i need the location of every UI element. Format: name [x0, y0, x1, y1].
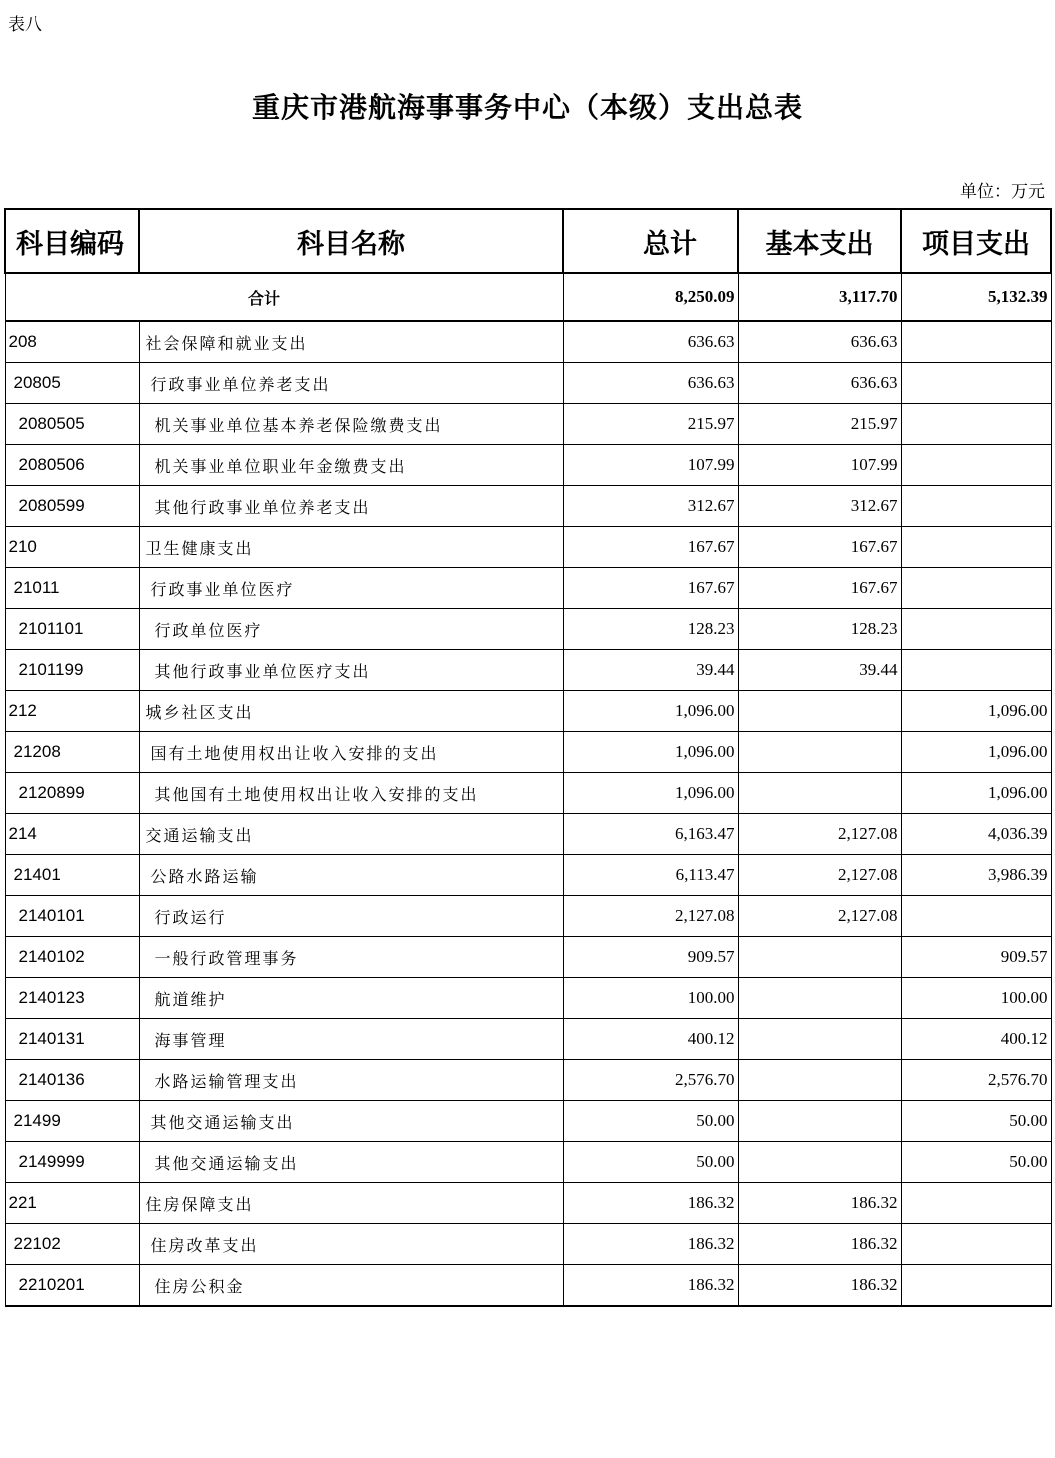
- row-code: 21401: [5, 855, 139, 896]
- row-project: 100.00: [901, 978, 1051, 1019]
- row-project: [901, 1183, 1051, 1224]
- row-basic: 107.99: [738, 445, 901, 486]
- row-code: 208: [5, 321, 139, 363]
- row-project: 1,096.00: [901, 732, 1051, 773]
- row-total: 6,113.47: [563, 855, 738, 896]
- header-row: [5, 209, 1051, 273]
- row-basic: [738, 1019, 901, 1060]
- row-project: [901, 650, 1051, 691]
- table-row: [5, 609, 1051, 650]
- row-total: 167.67: [563, 568, 738, 609]
- row-basic: 636.63: [738, 321, 901, 363]
- row-name: 一般行政管理事务: [139, 937, 563, 978]
- row-project: [901, 486, 1051, 527]
- row-project: [901, 609, 1051, 650]
- row-basic: [738, 1060, 901, 1101]
- header-total: 总计: [563, 209, 738, 273]
- row-code: 214: [5, 814, 139, 855]
- row-total: 107.99: [563, 445, 738, 486]
- row-name: 海事管理: [139, 1019, 563, 1060]
- row-code: 212: [5, 691, 139, 732]
- row-code: 2210201: [5, 1265, 139, 1307]
- row-project: [901, 404, 1051, 445]
- table-row: [5, 1060, 1051, 1101]
- row-name: 住房改革支出: [139, 1224, 563, 1265]
- table-number: 表八: [8, 15, 42, 35]
- table-row: [5, 732, 1051, 773]
- row-name: 其他交通运输支出: [139, 1101, 563, 1142]
- row-code: 2140123: [5, 978, 139, 1019]
- page-title: 重庆市港航海事事务中心（本级）支出总表: [251, 91, 803, 124]
- table-row: [5, 1019, 1051, 1060]
- row-name: 其他行政事业单位养老支出: [139, 486, 563, 527]
- row-code: 2140131: [5, 1019, 139, 1060]
- total-basic: 3,117.70: [738, 273, 901, 321]
- table-row: [5, 1183, 1051, 1224]
- row-project: [901, 321, 1051, 363]
- header-basic: 基本支出: [738, 209, 901, 273]
- total-total: 8,250.09: [563, 273, 738, 321]
- row-total: 636.63: [563, 321, 738, 363]
- row-project: [901, 896, 1051, 937]
- row-project: [901, 363, 1051, 404]
- row-name: 水路运输管理支出: [139, 1060, 563, 1101]
- row-project: [901, 1265, 1051, 1307]
- row-code: 20805: [5, 363, 139, 404]
- row-code: 2140102: [5, 937, 139, 978]
- row-code: 2140136: [5, 1060, 139, 1101]
- row-basic: [738, 691, 901, 732]
- row-code: 2101101: [5, 609, 139, 650]
- table-row: [5, 321, 1051, 363]
- row-project: 4,036.39: [901, 814, 1051, 855]
- row-total: 186.32: [563, 1224, 738, 1265]
- row-basic: [738, 1101, 901, 1142]
- row-total: 50.00: [563, 1101, 738, 1142]
- table-body: [5, 273, 1051, 1306]
- row-code: 2120899: [5, 773, 139, 814]
- row-basic: 215.97: [738, 404, 901, 445]
- row-total: 2,127.08: [563, 896, 738, 937]
- row-total: 2,576.70: [563, 1060, 738, 1101]
- row-project: 400.12: [901, 1019, 1051, 1060]
- row-code: 2101199: [5, 650, 139, 691]
- row-project: [901, 527, 1051, 568]
- row-code: 2140101: [5, 896, 139, 937]
- row-basic: 2,127.08: [738, 814, 901, 855]
- row-total: 1,096.00: [563, 732, 738, 773]
- header-project: 项目支出: [901, 209, 1051, 273]
- row-total: 909.57: [563, 937, 738, 978]
- row-total: 1,096.00: [563, 691, 738, 732]
- row-basic: 186.32: [738, 1265, 901, 1307]
- row-project: 1,096.00: [901, 773, 1051, 814]
- row-name: 住房保障支出: [139, 1183, 563, 1224]
- row-total: 167.67: [563, 527, 738, 568]
- row-basic: 186.32: [738, 1183, 901, 1224]
- table-row: [5, 896, 1051, 937]
- row-name: 社会保障和就业支出: [139, 321, 563, 363]
- row-name: 机关事业单位职业年金缴费支出: [139, 445, 563, 486]
- table-row: [5, 445, 1051, 486]
- row-project: [901, 568, 1051, 609]
- row-project: 3,986.39: [901, 855, 1051, 896]
- row-total: 6,163.47: [563, 814, 738, 855]
- row-code: 221: [5, 1183, 139, 1224]
- row-code: 2080599: [5, 486, 139, 527]
- table-row: [5, 650, 1051, 691]
- row-name: 其他行政事业单位医疗支出: [139, 650, 563, 691]
- row-name: 行政事业单位医疗: [139, 568, 563, 609]
- total-row: [5, 273, 1051, 321]
- row-name: 行政单位医疗: [139, 609, 563, 650]
- header-code: 科目编码: [5, 209, 139, 273]
- row-name: 机关事业单位基本养老保险缴费支出: [139, 404, 563, 445]
- row-code: 22102: [5, 1224, 139, 1265]
- row-project: 909.57: [901, 937, 1051, 978]
- row-basic: 167.67: [738, 527, 901, 568]
- table-row: [5, 691, 1051, 732]
- row-basic: [738, 773, 901, 814]
- row-total: 215.97: [563, 404, 738, 445]
- row-name: 交通运输支出: [139, 814, 563, 855]
- total-project: 5,132.39: [901, 273, 1051, 321]
- row-basic: 39.44: [738, 650, 901, 691]
- row-project: 1,096.00: [901, 691, 1051, 732]
- row-total: 186.32: [563, 1265, 738, 1307]
- row-basic: 128.23: [738, 609, 901, 650]
- table-row: [5, 568, 1051, 609]
- row-code: 2080506: [5, 445, 139, 486]
- row-total: 312.67: [563, 486, 738, 527]
- row-code: 210: [5, 527, 139, 568]
- row-name: 行政事业单位养老支出: [139, 363, 563, 404]
- row-project: 50.00: [901, 1142, 1051, 1183]
- table-row: [5, 855, 1051, 896]
- row-total: 1,096.00: [563, 773, 738, 814]
- row-basic: 312.67: [738, 486, 901, 527]
- row-name: 住房公积金: [139, 1265, 563, 1307]
- table-row: [5, 937, 1051, 978]
- row-basic: 186.32: [738, 1224, 901, 1265]
- row-basic: 167.67: [738, 568, 901, 609]
- table-row: [5, 1142, 1051, 1183]
- row-name: 城乡社区支出: [139, 691, 563, 732]
- table-row: [5, 363, 1051, 404]
- table-row: [5, 773, 1051, 814]
- row-code: 21011: [5, 568, 139, 609]
- row-name: 国有土地使用权出让收入安排的支出: [139, 732, 563, 773]
- table-row: [5, 1265, 1051, 1307]
- row-basic: 2,127.08: [738, 896, 901, 937]
- row-code: 21208: [5, 732, 139, 773]
- table-row: [5, 1224, 1051, 1265]
- row-basic: [738, 978, 901, 1019]
- row-name: 航道维护: [139, 978, 563, 1019]
- header-name: 科目名称: [139, 209, 563, 273]
- row-total: 128.23: [563, 609, 738, 650]
- row-total: 50.00: [563, 1142, 738, 1183]
- row-total: 39.44: [563, 650, 738, 691]
- table-row: [5, 978, 1051, 1019]
- expense-table: [4, 208, 1052, 1307]
- total-label: 合计: [5, 273, 563, 321]
- row-project: [901, 1224, 1051, 1265]
- unit-label: 单位：万元: [960, 182, 1045, 202]
- row-name: 其他交通运输支出: [139, 1142, 563, 1183]
- row-name: 行政运行: [139, 896, 563, 937]
- row-basic: 2,127.08: [738, 855, 901, 896]
- table-row: [5, 814, 1051, 855]
- row-project: 2,576.70: [901, 1060, 1051, 1101]
- row-code: 21499: [5, 1101, 139, 1142]
- row-total: 100.00: [563, 978, 738, 1019]
- table-row: [5, 1101, 1051, 1142]
- row-name: 其他国有土地使用权出让收入安排的支出: [139, 773, 563, 814]
- row-basic: 636.63: [738, 363, 901, 404]
- table-row: [5, 527, 1051, 568]
- row-total: 636.63: [563, 363, 738, 404]
- row-code: 2149999: [5, 1142, 139, 1183]
- row-project: 50.00: [901, 1101, 1051, 1142]
- row-total: 400.12: [563, 1019, 738, 1060]
- row-basic: [738, 1142, 901, 1183]
- row-total: 186.32: [563, 1183, 738, 1224]
- table-row: [5, 486, 1051, 527]
- row-project: [901, 445, 1051, 486]
- row-basic: [738, 937, 901, 978]
- row-name: 公路水路运输: [139, 855, 563, 896]
- row-basic: [738, 732, 901, 773]
- row-name: 卫生健康支出: [139, 527, 563, 568]
- row-code: 2080505: [5, 404, 139, 445]
- table-row: [5, 404, 1051, 445]
